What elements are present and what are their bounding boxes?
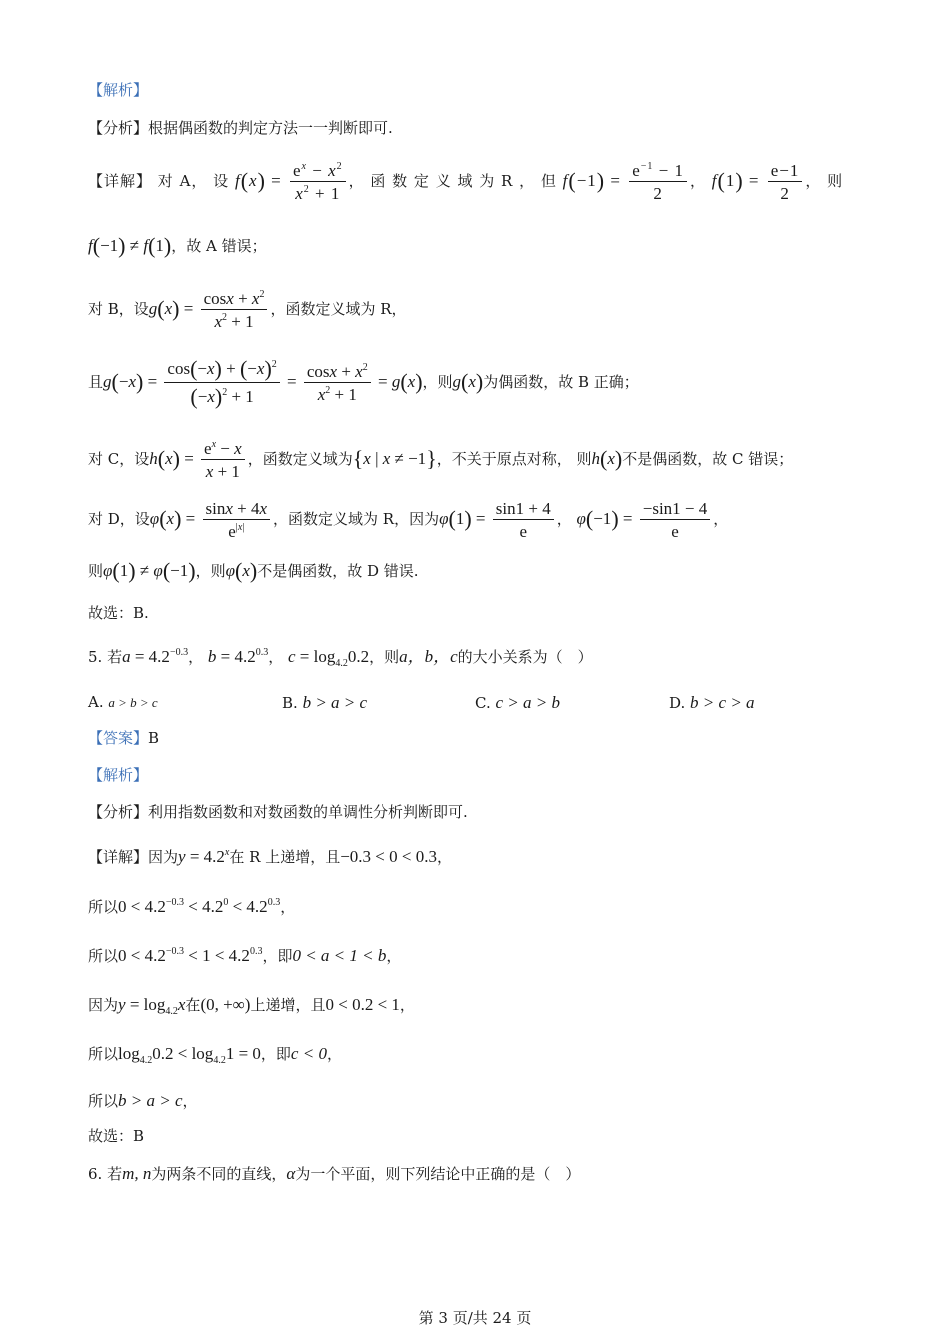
q5-jiexi-tag: 【解析】 — [88, 766, 149, 784]
q5-detail-5: 所以$\log_{4.2}0.2 < \log_{4.2}1 = 0$，即c < 0， — [88, 1044, 342, 1066]
q4-detail-b: 对 B，设g(x) = $\frac{\cos x + x^2}{x^2 + 1}$ ，函数定义域为 R， — [88, 289, 407, 331]
q5-answer: 【答案】B — [88, 729, 160, 747]
q4-fenxi-text: 根据偶函数的判定方法一一判断即可. — [148, 119, 393, 137]
q4-b-even: 且g(−x) = $\frac{\cos(-x) + (-x)^2}{(-x)^2 + 1}$ = $\frac{\cos x + x^2}{x^2 + 1}$ = g(x)，则g(x)为偶函数，故 B 正确； — [88, 356, 639, 409]
q6-stem: 6. 若m, n为两条不同的直线，α为一个平面，则下列结论中正确的是（ ） — [88, 1164, 581, 1183]
page-footer: 第 3 页/共 24 页 — [418, 1309, 532, 1327]
q5-detail-3: 所以$0 < 4.2^{-0.3} < 1 < 4.2^{0.3}$，即0 < a < 1 < b， — [88, 946, 402, 965]
q5-detail-1: 【详解】因为$y = 4.2^x$在 R 上递增，且−0.3 < 0 < 0.3， — [88, 847, 452, 866]
q4-answer: 故选：B. — [88, 604, 149, 622]
q5-stem: 5. 若$a = 4.2^{-0.3}$， $b = 4.2^{0.3}$， $c = \log_{4.2}0.2$，则a，b，c的大小关系为（ ） — [88, 647, 593, 669]
q5-option-d: D. b > c > a — [669, 693, 755, 712]
q4-detail-d: 对 D，设φ(x) = $\frac{\sin x + 4x}{e^{|x|}}$ ，函数定义域为 R，因为φ(1) = $\frac{\sin 1 + 4}{e}$ ， φ(−1) = $\frac{-\sin 1 - 4}{e}$ ， — [88, 499, 729, 541]
q5-analysis: 【分析】利用指数函数和对数函数的单调性分析判断即可. — [88, 803, 468, 821]
q5-option-a: A. a > b > c — [88, 693, 158, 711]
q4-a-conclusion: f(−1) ≠ f(1)，故 A 错误； — [88, 233, 267, 258]
q5-detail-4: 因为$y = \log_{4.2}x$在(0, +∞)上递增，且0 < 0.2 < 1， — [88, 995, 415, 1017]
q5-option-b: B. b > a > c — [282, 693, 368, 712]
formula-f: $\frac{e^x - x^2}{x^2 + 1}$ — [290, 162, 346, 202]
q4-xiangjie-tag: 【详解】 — [88, 172, 153, 190]
q5-detail-2: 所以$0 < 4.2^{-0.3} < 4.2^0 < 4.2^{0.3}$， — [88, 897, 296, 916]
q4-d-conclusion: 则φ(1) ≠ φ(−1)，则φ(x)不是偶函数，故 D 错误. — [88, 558, 419, 583]
q5-answer-tag: 【答案】 — [88, 729, 149, 747]
q5-option-c: C. c > a > b — [475, 693, 560, 712]
q5-final: 故选：B — [88, 1127, 145, 1145]
q4-fenxi-tag: 【分析】 — [88, 119, 149, 137]
q4-detail-a: 【详解】 对 A， 设 f(x) = $\frac{e^x - x^2}{x^2 + 1}$ ， 函 数 定 义 域 为 R ， 但 f(−1) = $\frac{e^{-1} - 1}{2}$ ， f(1) = $\frac{e-1}{2}$ ， 则 — [88, 161, 844, 203]
q5-detail-6: 所以b > a > c， — [88, 1091, 198, 1110]
q4-jiexi-tag: 【解析】 — [88, 81, 149, 99]
q4-analysis — [88, 121, 393, 136]
q4-detail-c: 对 C，设h(x) = $\frac{e^x - x}{x + 1}$ ，函数定义域为{x | x ≠ −1}，不关于原点对称， 则h(x)不是偶函数，故 C 错误； — [88, 439, 794, 481]
